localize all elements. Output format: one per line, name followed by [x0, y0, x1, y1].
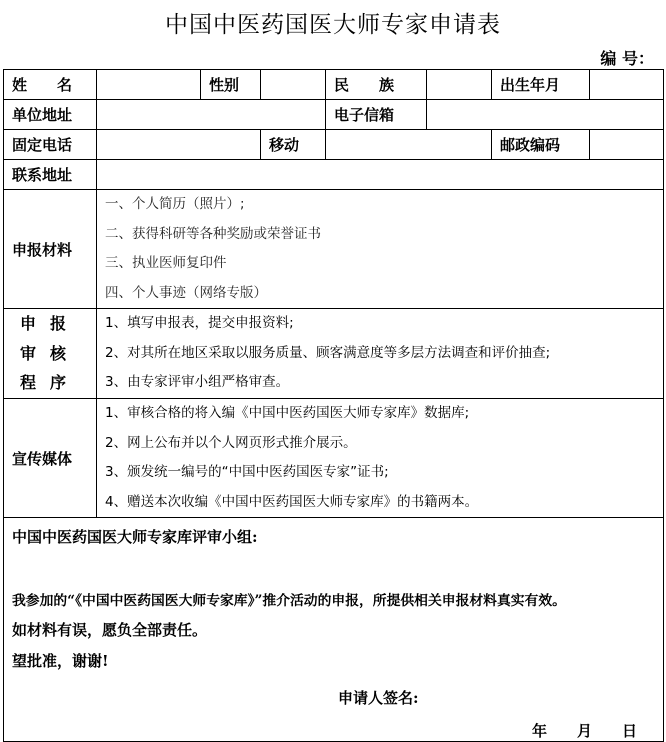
declaration-addressee: 中国中医药国医大师专家库评审小组:	[12, 528, 258, 546]
signature-date: 年 月 日	[532, 722, 638, 740]
list-item: 2、对其所在地区采取以服务质量、顾客满意度等多层方法调查和评价抽查;	[105, 344, 551, 361]
list-item: 3、由专家评审小组严格审查。	[105, 374, 290, 391]
list-item: 4、赠送本次收编《中国中医药国医大师专家库》的书籍两本。	[105, 493, 479, 510]
landline-label: 固定电话	[4, 130, 97, 160]
procedure-label-line: 审核	[19, 343, 80, 363]
procedure-label-line: 程序	[19, 373, 80, 393]
list-item: 1、填写申报表，提交申报资料;	[105, 315, 294, 332]
media-label: 宣传媒体	[4, 399, 97, 518]
work-address-label: 单位地址	[4, 100, 97, 130]
birth-date-field[interactable]	[590, 70, 664, 100]
applicant-signature-label: 申请人签名:	[338, 689, 419, 707]
landline-field[interactable]	[97, 130, 261, 160]
list-item: 二、获得科研等各种奖励或荣誉证书	[105, 225, 321, 242]
ethnicity-label: 民 族	[326, 70, 427, 100]
list-item: 四、个人事迹（网络专版）	[105, 284, 267, 301]
email-label: 电子信箱	[326, 100, 427, 130]
name-field[interactable]	[97, 70, 201, 100]
materials-label: 申报材料	[4, 190, 97, 309]
serial-number-label: 编 号：	[600, 49, 654, 68]
declaration-section	[4, 518, 664, 742]
declaration-request: 望批准，谢谢!	[12, 652, 109, 670]
procedure-label-line: 申报	[19, 314, 80, 334]
declaration-statement: 我参加的“《中国中医药国医大师专家库》”推介活动的申报，所提供相关申报材料真实有效。	[12, 593, 566, 609]
declaration-responsibility: 如材料有误，愿负全部责任。	[12, 621, 208, 639]
list-item: 三、执业医师复印件	[105, 255, 227, 271]
materials-list	[97, 190, 664, 309]
ethnicity-field[interactable]	[427, 70, 492, 100]
mobile-label: 移动	[261, 130, 326, 160]
contact-address-label: 联系地址	[4, 160, 97, 190]
birth-date-label: 出生年月	[492, 70, 590, 100]
mobile-field[interactable]	[326, 130, 492, 160]
work-address-field[interactable]	[97, 100, 326, 130]
media-list	[97, 399, 664, 518]
list-item: 2、网上公布并以个人网页形式推介展示。	[105, 434, 357, 451]
contact-address-field[interactable]	[97, 160, 664, 190]
email-field[interactable]	[427, 100, 664, 130]
gender-label: 性别	[201, 70, 261, 100]
list-item: 一、个人简历（照片）;	[105, 196, 245, 212]
application-form-table	[3, 69, 664, 742]
name-label: 姓 名	[4, 70, 97, 100]
procedure-label	[4, 309, 97, 399]
form-title: 中国中医药国医大师专家申请表	[165, 12, 501, 38]
postcode-field[interactable]	[590, 130, 664, 160]
gender-field[interactable]	[261, 70, 326, 100]
list-item: 3、颁发统一编号的“中国中医药国医专家”证书;	[105, 464, 389, 480]
postcode-label: 邮政编码	[492, 130, 590, 160]
procedure-list	[97, 309, 664, 399]
list-item: 1、审核合格的将入编《中国中医药国医大师专家库》数据库;	[105, 405, 470, 421]
